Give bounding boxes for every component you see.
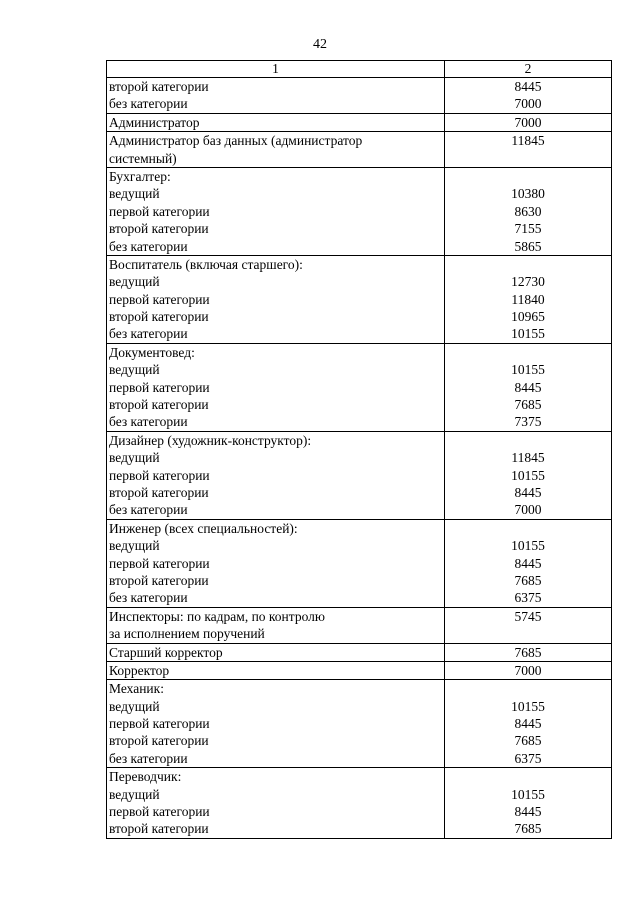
table-row — [107, 132, 612, 168]
salary-cell — [445, 661, 612, 679]
salary-value: 10155 — [511, 326, 545, 342]
position-line: Инженер (всех специальностей): — [109, 520, 298, 536]
salary-cell — [445, 680, 612, 768]
salary-value: 7000 — [514, 662, 542, 678]
position-line: Дизайнер (художник-конструктор): — [109, 432, 312, 448]
table-row — [107, 768, 612, 839]
position-line: первой категории — [109, 555, 210, 571]
salary-value: 8445 — [514, 79, 542, 94]
table-row — [107, 431, 612, 519]
salary-value — [447, 344, 609, 361]
position-line: Инспекторы: по кадрам, по контролю — [109, 608, 325, 624]
position-line: второй категории — [109, 309, 209, 325]
salary-value: 7000 — [514, 502, 542, 518]
salary-value — [447, 256, 609, 273]
salary-value: 8445 — [514, 716, 542, 732]
position-line: ведущий — [109, 786, 160, 802]
position-line: первой категории — [109, 379, 210, 395]
salary-value — [447, 520, 609, 537]
table-row — [107, 643, 612, 661]
position-line: Переводчик: — [109, 769, 182, 785]
position-line: Документовед: — [109, 344, 195, 360]
position-line: первой категории — [109, 716, 210, 732]
salary-cell — [445, 167, 612, 255]
position-line: системный) — [109, 150, 177, 166]
table-row — [107, 680, 612, 768]
table-row — [107, 78, 612, 114]
salary-value: 5865 — [514, 238, 542, 254]
position-line: первой категории — [109, 467, 210, 483]
salary-value: 7685 — [514, 733, 542, 749]
salary-cell — [445, 431, 612, 519]
position-line: Старший корректор — [109, 644, 223, 660]
position-line: второй категории — [109, 397, 209, 413]
position-line: без категории — [109, 502, 188, 518]
salary-value: 7375 — [514, 414, 542, 430]
salary-value: 7685 — [514, 572, 542, 588]
position-cell — [107, 431, 445, 519]
salary-value: 10155 — [511, 467, 545, 483]
table-row — [107, 343, 612, 431]
position-line: Бухгалтер: — [109, 168, 171, 184]
position-line: без категории — [109, 326, 188, 342]
position-cell — [107, 132, 445, 168]
salary-cell — [445, 519, 612, 607]
position-line: первой категории — [109, 291, 210, 307]
table-row — [107, 167, 612, 255]
salary-value: 7155 — [514, 221, 542, 237]
salary-cell — [445, 607, 612, 643]
salary-value: 10155 — [511, 786, 545, 802]
salary-value: 7685 — [514, 644, 542, 660]
column-header-2: 2 — [445, 61, 612, 78]
position-line: ведущий — [109, 274, 160, 290]
position-line: ведущий — [109, 362, 160, 378]
salary-value: 10965 — [511, 309, 545, 325]
salary-value: 10155 — [511, 538, 545, 554]
salary-value: 7000 — [514, 114, 542, 130]
position-cell — [107, 661, 445, 679]
position-line: первой категории — [109, 804, 210, 820]
salary-value: 11840 — [511, 291, 545, 307]
position-line: ведущий — [109, 538, 160, 554]
salary-value: 8445 — [514, 379, 542, 395]
position-cell — [107, 680, 445, 768]
salary-cell — [445, 78, 612, 114]
position-line: Администратор баз данных (администратор — [109, 133, 363, 149]
table-row — [107, 519, 612, 607]
position-line: без категории — [109, 96, 188, 112]
salary-value: 11845 — [511, 450, 545, 466]
page-number: 42 — [313, 37, 327, 52]
salary-value: 10380 — [511, 186, 545, 202]
salary-value: 6375 — [514, 750, 542, 766]
position-line: без категории — [109, 590, 188, 606]
salary-cell — [445, 768, 612, 839]
salary-value: 8445 — [514, 484, 542, 500]
salary-value: 6375 — [514, 590, 542, 606]
salary-cell — [445, 132, 612, 168]
salary-cell — [445, 643, 612, 661]
table-row — [107, 661, 612, 679]
salary-value: 8445 — [514, 555, 542, 571]
position-line: за исполнением поручений — [109, 626, 265, 642]
salary-value: 8445 — [514, 804, 542, 820]
salary-cell — [445, 255, 612, 343]
position-line: Администратор — [109, 114, 200, 130]
table-header-row — [107, 61, 612, 78]
position-cell — [107, 113, 445, 131]
position-cell — [107, 255, 445, 343]
position-line: второй категории — [109, 221, 209, 237]
position-line: первой категории — [109, 203, 210, 219]
table-row — [107, 113, 612, 131]
table-row — [107, 607, 612, 643]
table-body — [107, 78, 612, 839]
position-cell — [107, 519, 445, 607]
column-header-1: 1 — [107, 61, 445, 78]
salary-value: 12730 — [511, 274, 545, 290]
position-line: без категории — [109, 238, 188, 254]
position-line: второй категории — [109, 484, 209, 500]
salary-value: 5745 — [514, 608, 542, 624]
position-line: без категории — [109, 750, 188, 766]
salary-value — [447, 768, 609, 785]
position-cell — [107, 607, 445, 643]
salary-value: 11845 — [511, 133, 545, 149]
position-line: второй категории — [109, 821, 209, 837]
salary-cell — [445, 113, 612, 131]
position-line: ведущий — [109, 698, 160, 714]
table-row — [107, 255, 612, 343]
position-line: второй категории — [109, 79, 209, 94]
salary-value: 7685 — [514, 397, 542, 413]
position-line: Корректор — [109, 662, 170, 678]
salary-value — [447, 432, 609, 449]
position-line: Механик: — [109, 681, 164, 697]
position-line: без категории — [109, 414, 188, 430]
position-cell — [107, 78, 445, 114]
position-line: ведущий — [109, 450, 160, 466]
position-line: ведущий — [109, 186, 160, 202]
position-cell — [107, 768, 445, 839]
salary-value: 10155 — [511, 698, 545, 714]
position-line: Воспитатель (включая старшего): — [109, 256, 303, 272]
salary-value: 8630 — [514, 203, 542, 219]
salary-value: 7000 — [514, 96, 542, 112]
position-line: второй категории — [109, 733, 209, 749]
salary-value: 10155 — [511, 362, 545, 378]
salary-value — [447, 680, 609, 697]
salary-table — [106, 60, 612, 839]
salary-value: 7685 — [514, 821, 542, 837]
position-cell — [107, 167, 445, 255]
salary-cell — [445, 343, 612, 431]
position-cell — [107, 343, 445, 431]
position-line: второй категории — [109, 572, 209, 588]
position-cell — [107, 643, 445, 661]
salary-value — [447, 168, 609, 185]
